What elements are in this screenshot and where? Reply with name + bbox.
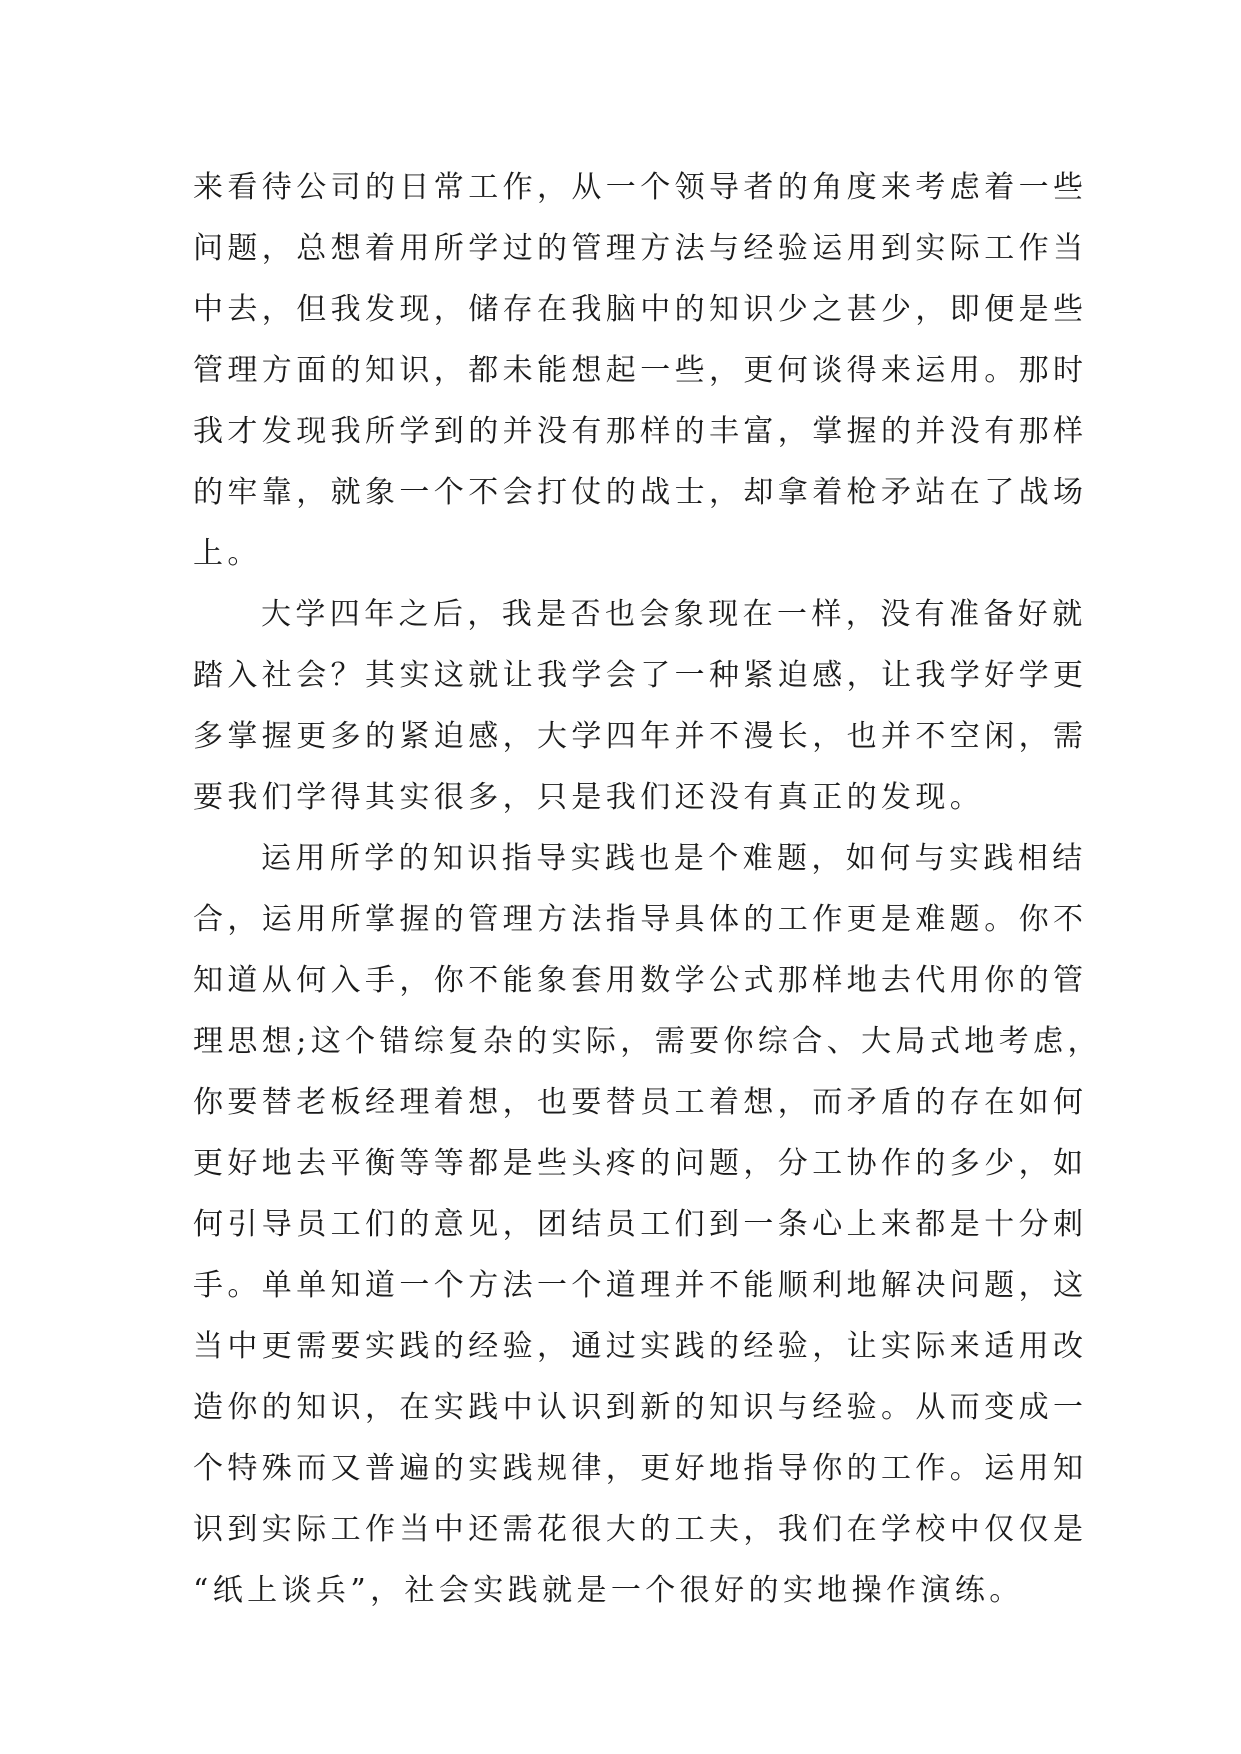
text-line: 造你的知识，在实践中认识到新的知识与经验。从而变成一 — [193, 1390, 1088, 1425]
text-line: 你要替老板经理着想，也要替员工着想，而矛盾的存在如何 — [193, 1085, 1088, 1120]
text-line: 来看待公司的日常工作，从一个领导者的角度来考虑着一些 — [193, 170, 1088, 205]
text-line: 运用所学的知识指导实践也是个难题，如何与实践相结 — [261, 841, 1087, 876]
text-line: 中去，但我发现，储存在我脑中的知识少之甚少，即便是些 — [193, 292, 1088, 327]
text-line: 理思想;这个错综复杂的实际，需要你综合、大局式地考虑， — [193, 1024, 1102, 1059]
text-line: 管理方面的知识，都未能想起一些，更何谈得来运用。那时 — [193, 353, 1088, 388]
text-line: 要我们学得其实很多，只是我们还没有真正的发现。 — [193, 780, 985, 815]
text-line: “纸上谈兵”，社会实践就是一个很好的实地操作演练。 — [193, 1573, 1024, 1608]
text-line: 多掌握更多的紧迫感，大学四年并不漫长，也并不空闲，需 — [193, 719, 1088, 754]
text-line: 手。单单知道一个方法一个道理并不能顺利地解决问题，这 — [193, 1268, 1088, 1303]
text-line: 合，运用所掌握的管理方法指导具体的工作更是难题。你不 — [193, 902, 1088, 937]
text-line: 问题，总想着用所学过的管理方法与经验运用到实际工作当 — [193, 231, 1088, 266]
text-line: 当中更需要实践的经验，通过实践的经验，让实际来适用改 — [193, 1329, 1088, 1364]
text-line: 个特殊而又普遍的实践规律，更好地指导你的工作。运用知 — [193, 1451, 1088, 1486]
text-line: 大学四年之后，我是否也会象现在一样，没有准备好就 — [261, 597, 1087, 632]
text-line: 我才发现我所学到的并没有那样的丰富，掌握的并没有那样 — [193, 414, 1088, 449]
text-line: 更好地去平衡等等都是些头疼的问题，分工协作的多少，如 — [193, 1146, 1088, 1181]
body-text — [193, 157, 1102, 1621]
text-line: 识到实际工作当中还需花很大的工夫，我们在学校中仅仅是 — [193, 1512, 1088, 1547]
text-line: 的牢靠，就象一个不会打仗的战士，却拿着枪矛站在了战场 — [193, 475, 1088, 510]
text-line: 知道从何入手，你不能象套用数学公式那样地去代用你的管 — [193, 963, 1088, 998]
text-line: 上。 — [193, 536, 262, 571]
text-line: 何引导员工们的意见，团结员工们到一条心上来都是十分刺 — [193, 1207, 1088, 1242]
text-line: 踏入社会？其实这就让我学会了一种紧迫感，让我学好学更 — [193, 658, 1088, 693]
